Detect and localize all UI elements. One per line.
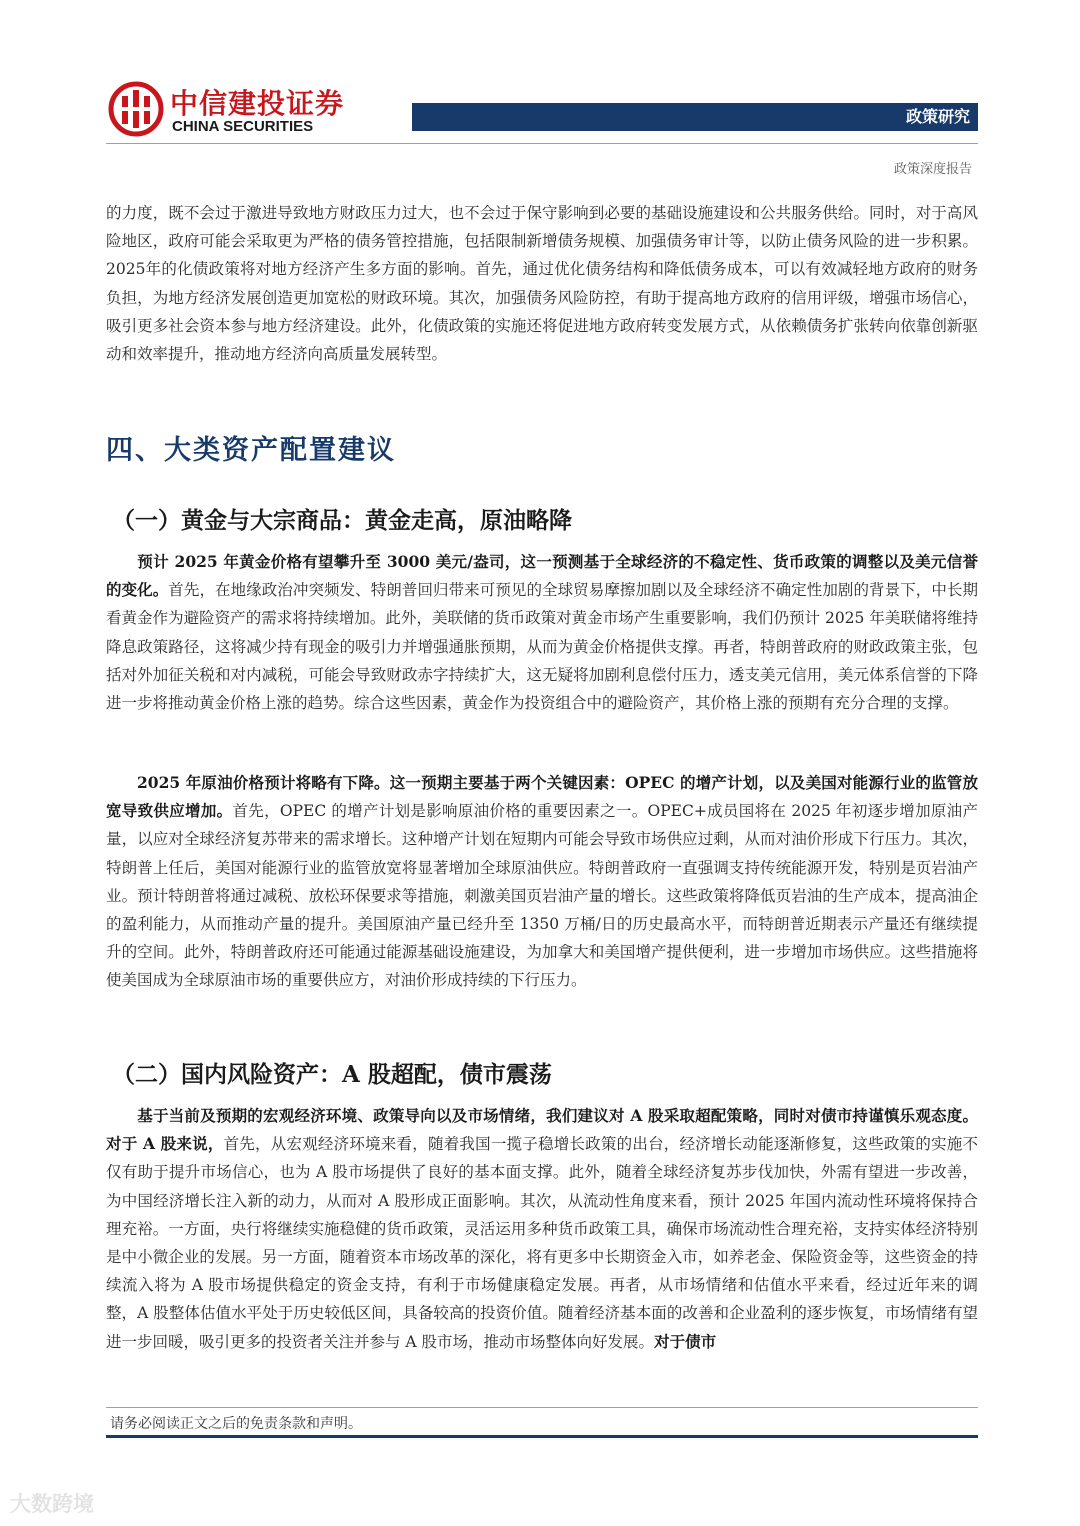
domestic-paragraph-body: 首先，从宏观经济环境来看，随着我国一揽子稳增长政策的出台，经济增长动能逐渐修复，这些政策的实施不仅有助于提升市场信心，也为 A 股市场提供了良好的基本面支撑。此外，随着全球经济复苏步伐加快，外需有望进一步改善，为中国经济增长注入新的动力，从而对 A 股形成正面影响。其次，从流动性角度来看，预计 2025 年国内流动性环境将保持合理充裕。一方面，央行将继续实施稳健的货币政策，灵活运用多种货币政策工具，确保市场流动性合理充裕，支持实体经济特别是中小微企业的发展。另一方面，随着资本市场改革的深化，将有更多中长期资金入市，如养老金、保险资金等，这些资金的持续流入将为 A 股市场提供稳定的资金支持，有利于市场健康稳定发展。再者，从市场情绪和估值水平来看，经过近年来的调整，A 股整体估值水平处于历史较低区间，具备较高的投资价值。随着经济基本面的改善和企业盈利的逐步恢复，市场情绪有望进一步回暖，吸引更多的投资者关注并参与 A 股市场，推动市场整体向好发展。	[106, 1135, 978, 1351]
section-heading: 四、大类资产配置建议	[106, 435, 396, 466]
intro-paragraph: 的力度，既不会过于激进导致地方财政压力过大，也不会过于保守影响到必要的基础设施建设和公共服务供给。同时，对于高风险地区，政府可能会采取更为严格的债务管控措施，包括限制新增债务规模、加强债务审计等，以防止债务风险的进一步积累。2025年的化债政策将对地方经济产生多方面的影响。首先，通过优化债务结构和降低债务成本，可以有效减轻地方政府的财务负担，为地方经济发展创造更加宽松的财政环境。其次，加强债务风险防控，有助于提高地方政府的信用评级，增强市场信心，吸引更多社会资本参与地方经济建设。此外，化债政策的实施还将促进地方政府转变发展方式，从依赖债务扩张转向依靠创新驱动和效率提升，推动地方经济向高质量发展转型。	[106, 204, 978, 364]
gold-paragraph-lead: 预计 2025 年黄金价格有望攀升至 3000 美元/盎司，这一预测基于全球经济的不稳定性、货币政策的调整以及美元信誉的变化。	[106, 552, 978, 600]
domestic-paragraph-tail: 对于债市	[654, 1331, 717, 1351]
domestic-paragraph	[106, 1102, 978, 1356]
subsection-heading-gold: （一）黄金与大宗商品：黄金走高，原油略降	[112, 507, 572, 534]
header-section-bar: 政策研究	[412, 103, 978, 131]
oil-paragraph-body: 首先，OPEC 的增产计划是影响原油价格的重要因素之一。OPEC+成员国将在 2025 年初逐步增加原油产量，以应对全球经济复苏带来的需求增长。这种增产计划在短期内可能会导致市场供应过剩，从而对油价形成下行压力。其次，特朗普上任后，美国对能源行业的监管放宽将显著增加全球原油供应。特朗普政府一直强调支持传统能源开发，特别是页岩油产业。预计特朗普将通过减税、放松环保要求等措施，刺激美国页岩油产量的增长。这些政策将降低页岩油的生产成本，提高油企的盈利能力，从而推动产量的提升。美国原油产量已经升至 1350 万桶/日的历史最高水平，而特朗普近期表示产量还有继续提升的空间。此外，特朗普政府还可能通过能源基础设施建设，为加拿大和美国增产提供便利，进一步增加市场供应。这些措施将使美国成为全球原油市场的重要供应方，对油价形成持续的下行压力。	[106, 802, 978, 990]
citic-logo-icon	[108, 80, 164, 138]
doc-type-label: 政策深度报告	[893, 162, 972, 177]
subsection-heading-domestic: （二）国内风险资产：A 股超配，债市震荡	[112, 1061, 552, 1088]
domestic-paragraph-lead: 基于当前及预期的宏观经济环境、政策导向以及市场情绪，我们建议对 A 股采取超配策略，同时对债市持谨慎乐观态度。对于 A 股来说，	[106, 1106, 978, 1154]
footer-disclaimer: 请务必阅读正文之后的免责条款和声明。	[110, 1416, 362, 1432]
brand-logo	[108, 80, 348, 140]
brand-name-cn: 中信建投证券	[170, 87, 345, 120]
header-divider	[106, 143, 978, 144]
oil-paragraph-lead: 2025 年原油价格预计将略有下降。这一预期主要基于两个关键因素：OPEC 的增产计划，以及美国对能源行业的监管放宽导致供应增加。	[106, 773, 978, 821]
footer-divider-thin	[106, 1407, 978, 1408]
footer-divider-thick	[106, 1435, 978, 1438]
gold-paragraph	[106, 548, 978, 717]
oil-paragraph	[106, 769, 978, 995]
brand-name-en: CHINA SECURITIES	[172, 118, 314, 135]
watermark: 大数跨境	[10, 1492, 94, 1516]
gold-paragraph-body: 首先，在地缘政治冲突频发、特朗普回归带来可预见的全球贸易摩擦加剧以及全球经济不确定性加剧的背景下，中长期看黄金作为避险资产的需求将持续增加。此外，美联储的货币政策对黄金市场产生重要影响，我们仍预计 2025 年美联储将维持降息政策路径，这将减少持有现金的吸引力并增强通胀预期，从而为黄金价格提供支撑。再者，特朗普政府的财政政策主张，包括对外加征关税和对内减税，可能会导致财政赤字持续扩大，这无疑将加剧利息偿付压力，透支美元信用，美元体系信誉的下降进一步将推动黄金价格上涨的趋势。综合这些因素，黄金作为投资组合中的避险资产，其价格上涨的预期有充分合理的支撑。	[106, 581, 978, 713]
